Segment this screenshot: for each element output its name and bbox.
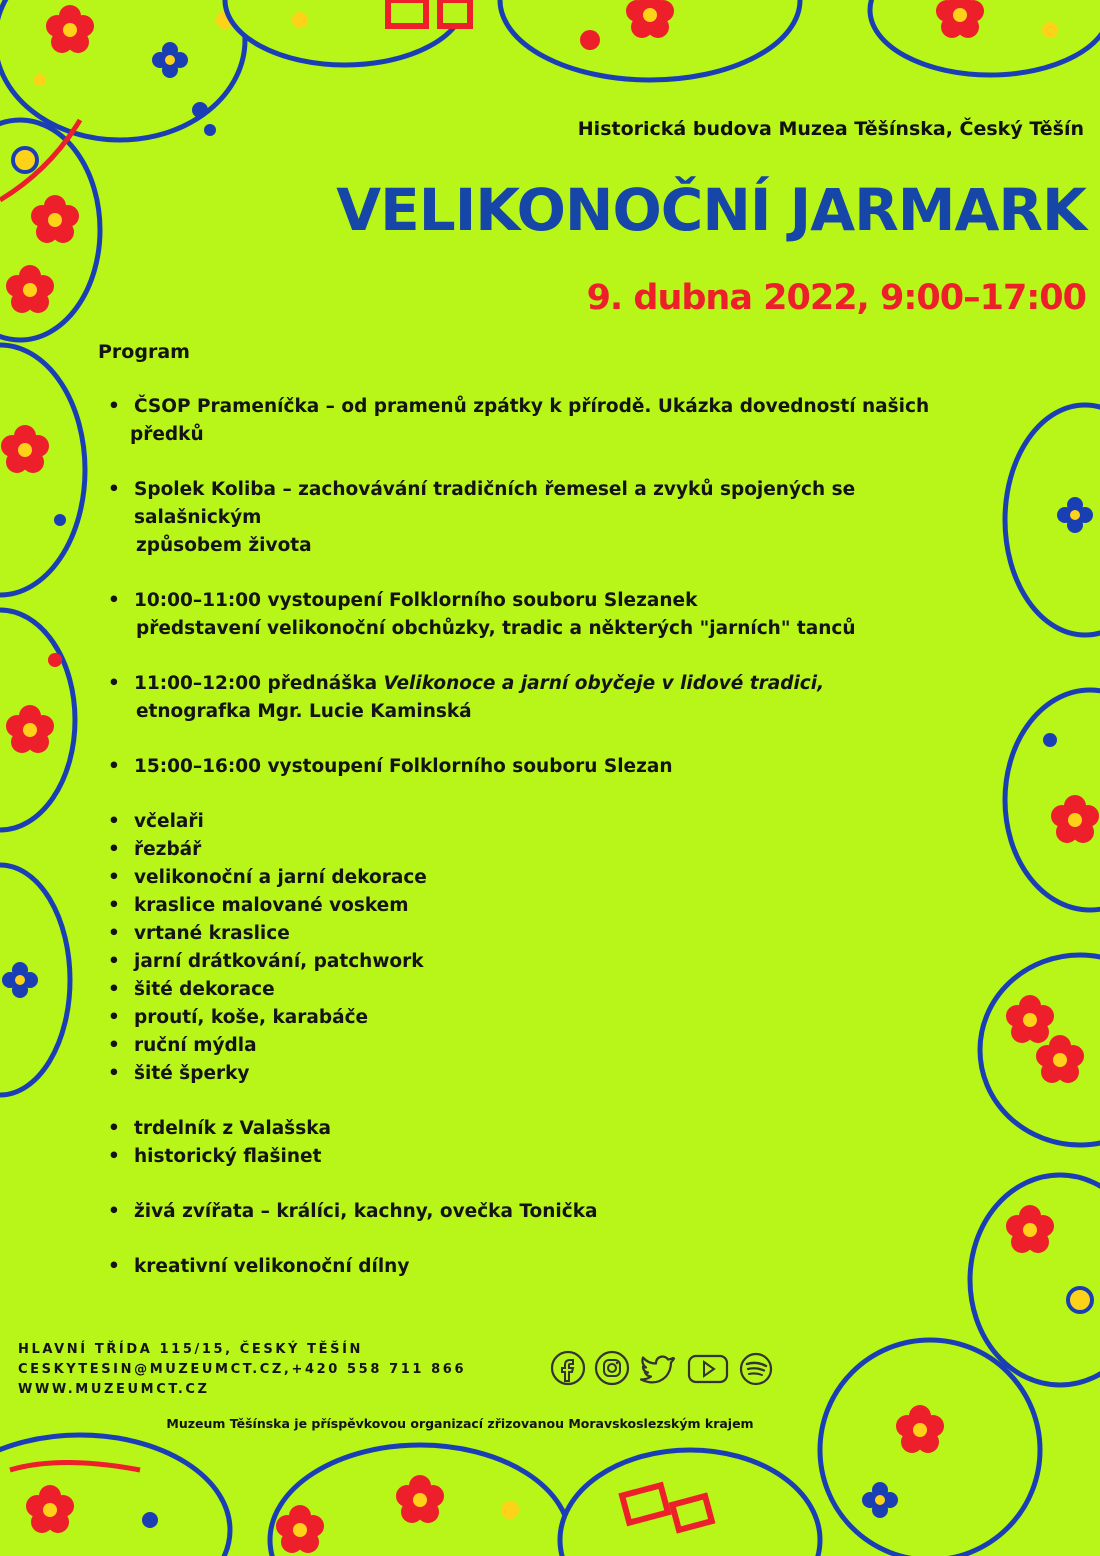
list-item: [88, 670, 988, 726]
page-title: VELIKONOČNÍ JARMARK: [336, 176, 1086, 244]
program-item-line: ČSOP Prameníčka – od pramenů zpátky k přírodě. Ukázka dovedností našich: [134, 396, 930, 417]
program-item-line: představení velikonoční obchůzky, tradic a některých "jarních" tanců: [136, 618, 856, 639]
program-item-line: předků: [130, 424, 204, 445]
address: HLAVNÍ TŘÍDA 115/15, ČESKÝ TĚŠÍN: [18, 1342, 364, 1357]
program-item-line: Spolek Koliba – zachovávání tradičních řemesel a zvyků spojených se salašnickým: [134, 479, 856, 528]
egg-top-mid: [500, 0, 800, 80]
egg-left-low: [0, 610, 75, 830]
egg-right-1: [1005, 405, 1100, 635]
spotify-icon[interactable]: [738, 1350, 774, 1386]
list-item: • ruční mýdla: [88, 1032, 988, 1060]
list-item: • řezbář: [88, 836, 988, 864]
program-item-line: etnografka Mgr. Lucie Kaminská: [136, 701, 472, 722]
egg-bottom-right: [820, 1340, 1040, 1556]
egg-bottom-left: [0, 1435, 230, 1556]
footer-note: Muzeum Těšínska je příspěvkovou organizací zřizovanou Moravskoslezským krajem: [166, 1416, 754, 1431]
list-item: [88, 476, 988, 560]
email-phone[interactable]: CESKYTESIN@MUZEUMCT.CZ,+420 558 711 866: [18, 1362, 467, 1377]
egg-right-4: [970, 1175, 1100, 1385]
list-item: [88, 393, 988, 449]
egg-top-center: [225, 0, 470, 65]
list-item: • kraslice malované voskem: [88, 892, 988, 920]
egg-top-right: [870, 0, 1100, 75]
facebook-icon[interactable]: [550, 1350, 586, 1386]
list-item: • šité šperky: [88, 1060, 988, 1088]
program-item-line: 10:00–11:00 vystoupení Folklorního souboru Slezanek: [134, 590, 698, 611]
list-item: • jarní drátkování, patchwork: [88, 948, 988, 976]
list-item: • historický flašinet: [88, 1143, 988, 1171]
list-item: • velikonoční a jarní dekorace: [88, 864, 988, 892]
youtube-icon[interactable]: [686, 1350, 730, 1386]
lecture-title: Velikonoce a jarní obyčeje v lidové tradici,: [383, 673, 825, 694]
contact-block: [18, 1340, 466, 1400]
list-item: • trdelník z Valašska: [88, 1115, 988, 1143]
instagram-icon[interactable]: [594, 1350, 630, 1386]
program-list: [88, 393, 988, 1281]
list-item: [88, 753, 988, 781]
egg-left-bottom: [0, 865, 70, 1095]
program-item-line: způsobem života: [136, 535, 312, 556]
social-icons: [550, 1350, 774, 1386]
egg-right-3: [980, 955, 1100, 1145]
list-item: [88, 587, 988, 643]
list-item: • proutí, koše, karabáče: [88, 1004, 988, 1032]
event-date: 9. dubna 2022, 9:00–17:00: [586, 278, 1086, 318]
venue-name: Historická budova Muzea Těšínska, Český Těšín: [577, 118, 1084, 140]
egg-bottom-center: [270, 1445, 570, 1556]
website-link[interactable]: WWW.MUZEUMCT.CZ: [18, 1382, 210, 1397]
egg-right-2: [1005, 690, 1100, 910]
list-item: • živá zvířata – králíci, kachny, ovečka Tonička: [88, 1198, 988, 1226]
egg-bottom-mid: [560, 1450, 820, 1556]
egg-top-left: [0, 0, 245, 140]
program-heading: Program: [98, 341, 190, 363]
egg-left-mid: [0, 345, 85, 595]
list-item: • vrtané kraslice: [88, 920, 988, 948]
list-item: • včelaři: [88, 808, 988, 836]
twitter-icon[interactable]: [638, 1350, 678, 1386]
list-item: • šité dekorace: [88, 976, 988, 1004]
list-item: • kreativní velikonoční dílny: [88, 1253, 988, 1281]
program-item-line: 11:00–12:00 přednáška: [134, 673, 384, 694]
program-item-line: 15:00–16:00 vystoupení Folklorního souboru Slezan: [134, 756, 673, 777]
egg-left-upper: [0, 120, 100, 340]
